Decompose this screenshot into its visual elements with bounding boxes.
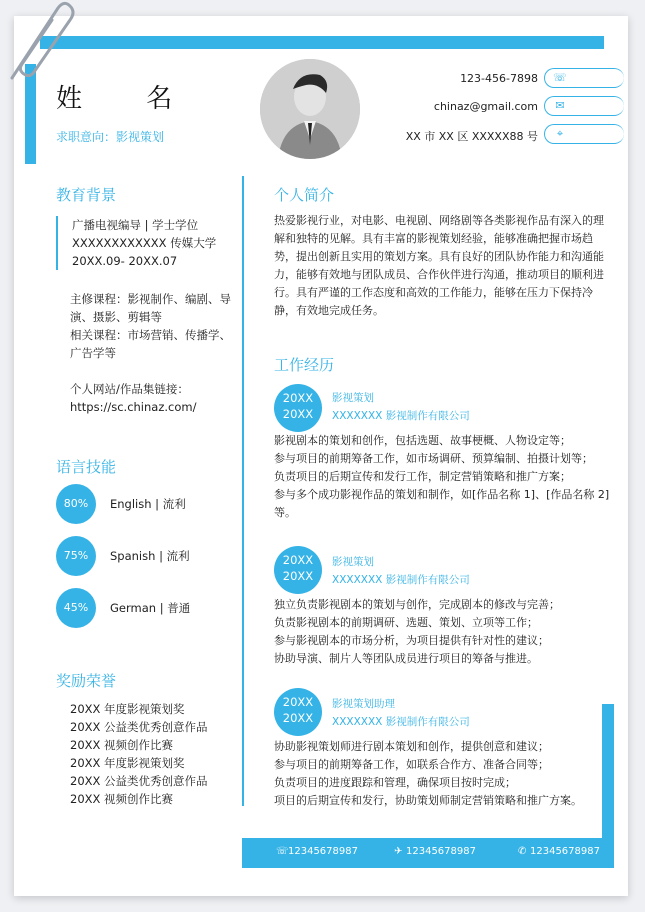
portfolio-label: 个人网站/作品集链接： — [70, 382, 189, 396]
award-item: 20XX 年度影视策划奖 — [70, 756, 185, 770]
phone-icon: ☏ — [276, 846, 289, 857]
email-pill — [544, 96, 624, 116]
experience-role: 影视策划助理 — [332, 698, 395, 710]
footer-contact — [276, 846, 358, 857]
year-end: 20XX — [282, 569, 314, 583]
top-accent-bar — [40, 36, 604, 49]
award-item: 20XX 视频创作比赛 — [70, 738, 174, 752]
year-start: 20XX — [282, 695, 314, 709]
language-label: German | 普通 — [110, 601, 191, 615]
avatar-portrait-icon — [260, 59, 360, 159]
language-percent: 45% — [56, 588, 96, 628]
phone-text: 123-456-7898 — [460, 72, 538, 85]
paperclip-icon — [0, 0, 80, 80]
experience-company: XXXXXXX 影视制作有限公司 — [332, 574, 470, 586]
duty-line: 参与项目的前期筹备工作，如市场调研、预算编制、拍摄计划等； — [274, 452, 593, 465]
experience-company: XXXXXXX 影视制作有限公司 — [332, 716, 470, 728]
email-text: chinaz@gmail.com — [433, 100, 538, 113]
major-courses: 主修课程：影视制作、编剧、导演、摄影、剪辑等 — [70, 292, 231, 324]
education-school: XXXXXXXXXXXX 传媒大学 — [72, 236, 217, 250]
address-pill — [544, 124, 624, 144]
duty-line: 负责项目的后期宣传和发行工作，制定营销策略和推广方案； — [274, 470, 571, 483]
language-label: English | 流利 — [110, 497, 186, 511]
phone-icon: ☏ — [553, 71, 567, 84]
footer-contact-text: 12345678987 — [288, 846, 358, 857]
education-title: 教育背景 — [56, 186, 117, 204]
related-courses: 相关课程：市场营销、传播学、广告学等 — [70, 328, 231, 360]
location-pin-icon: ⌖ — [556, 127, 564, 140]
duty-line: 项目的后期宣传和发行，协助策划师制定营销策略和推广方案。 — [274, 794, 582, 807]
award-item: 20XX 视频创作比赛 — [70, 792, 174, 806]
phone-pill — [544, 68, 624, 88]
experience-role: 影视策划 — [332, 392, 374, 404]
footer-contact — [518, 846, 600, 857]
footer-contact-text: 12345678987 — [530, 846, 600, 857]
duty-line: 参与项目的前期筹备工作，如联系合作方、准备合同等； — [274, 758, 549, 771]
bird-icon: ✈ — [394, 846, 403, 857]
duty-line: 参与影视剧本的市场分析，为项目提供有针对性的建议； — [274, 634, 549, 647]
duty-line: 协助导演、制片人等团队成员进行项目的筹备与推进。 — [274, 652, 538, 665]
duty-line: 负责影视剧本的前期调研、选题、策划、立项等工作； — [274, 616, 538, 629]
portfolio-link[interactable]: https://sc.chinaz.com/ — [70, 400, 197, 414]
year-end: 20XX — [282, 407, 314, 421]
duty-line: 影视剧本的策划和创作，包括选题、故事梗概、人物设定等； — [274, 434, 571, 447]
chat-icon: ✆ — [518, 846, 527, 857]
mail-icon: ✉ — [555, 99, 565, 112]
experience-years — [274, 384, 322, 432]
duty-line: 协助影视策划师进行剧本策划和创作，提供创意和建议； — [274, 740, 549, 753]
experience-years — [274, 688, 322, 736]
languages-title: 语言技能 — [56, 458, 117, 476]
job-intent: 求职意向：影视策划 — [56, 130, 165, 144]
profile-text: 热爱影视行业，对电影、电视剧、网络剧等各类影视作品有深入的理解和独特的见解。具有丰富的影视策划经验，能够准确把握市场趋势，提出创新且实用的策划方案。具有良好的团队协作能力和沟通能力，能够有效地与团队成员、合作伙伴进行沟通，推动项目的顺利进行。具有严谨的工作态度和高效的工作能力，能够在压力下保持冷静，有效地完成任务。 — [274, 214, 604, 317]
year-end: 20XX — [282, 711, 314, 725]
address-text: XX 市 XX 区 XXXXX88 号 — [405, 130, 538, 143]
experience-duties — [274, 432, 614, 522]
language-percent: 80% — [56, 484, 96, 524]
duty-line: 参与多个成功影视作品的策划和制作，如[作品名称 1]、[作品名称 2]等。 — [274, 488, 610, 519]
experience-role: 影视策划 — [332, 556, 374, 568]
awards-title: 奖励荣誉 — [56, 672, 117, 690]
awards-list — [70, 700, 208, 808]
education-period: 20XX.09- 20XX.07 — [72, 254, 178, 268]
experience-duties — [274, 738, 614, 810]
language-label: Spanish | 流利 — [110, 549, 190, 563]
footer-contact — [394, 846, 476, 857]
education-block — [56, 216, 216, 270]
footer-bar — [242, 838, 614, 868]
column-divider — [242, 176, 244, 806]
duty-line: 负责项目的进度跟踪和管理，确保项目按时完成； — [274, 776, 516, 789]
experience-years — [274, 546, 322, 594]
footer-contact-text: 12345678987 — [406, 846, 476, 857]
award-item: 20XX 公益类优秀创意作品 — [70, 720, 208, 734]
year-start: 20XX — [282, 553, 314, 567]
experience-title: 工作经历 — [274, 356, 335, 374]
duty-line: 独立负责影视剧本的策划与创作，完成剧本的修改与完善； — [274, 598, 560, 611]
language-percent: 75% — [56, 536, 96, 576]
experience-duties — [274, 596, 614, 668]
year-start: 20XX — [282, 391, 314, 405]
experience-company: XXXXXXX 影视制作有限公司 — [332, 410, 470, 422]
award-item: 20XX 公益类优秀创意作品 — [70, 774, 208, 788]
education-degree: 广播电视编导 | 学士学位 — [72, 218, 199, 232]
award-item: 20XX 年度影视策划奖 — [70, 702, 185, 716]
profile-title: 个人简介 — [274, 186, 335, 204]
avatar — [260, 59, 360, 159]
resume-page — [14, 16, 628, 896]
candidate-name: 姓 名 — [56, 84, 201, 114]
